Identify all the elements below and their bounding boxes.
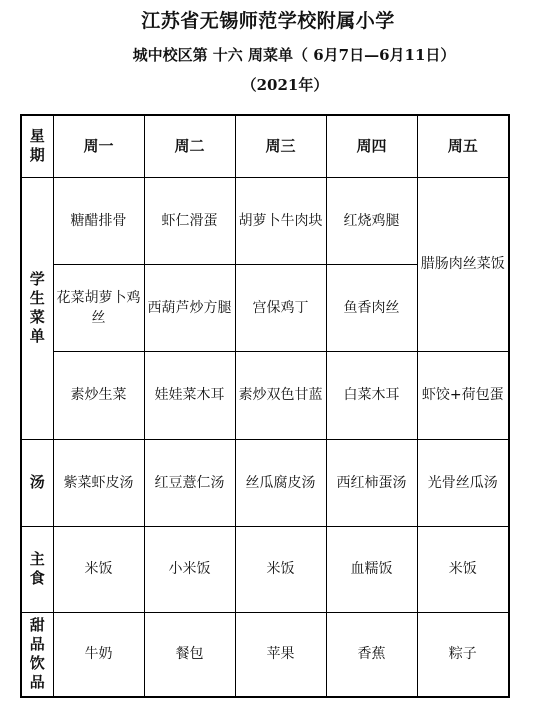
corner-label-cell [21,115,53,177]
student-menu-label-cell [21,177,53,439]
dish-cell: 西葫芦炒方腿 [144,264,235,351]
dessert-label-cell [21,612,53,697]
dish-cell: 鱼香肉丝 [326,264,417,351]
soup-cell: 西红柿蛋汤 [326,439,417,526]
dessert-cell: 香蕉 [326,612,417,697]
soup-label: 汤 [29,473,45,491]
week-subtitle: 城中校区第 十六 周菜单（ 6月7日—6月11日） [132,46,456,64]
day-header-fri: 周五 [417,115,509,177]
dish-cell: 虾仁滑蛋 [144,177,235,264]
staple-cell: 小米饭 [144,526,235,612]
day-header-thu: 周四 [326,115,417,177]
dish-cell: 白菜木耳 [326,351,417,439]
dessert-cell: 苹果 [235,612,326,697]
soup-row [21,439,509,526]
dish-cell: 宫保鸡丁 [235,264,326,351]
staple-cell: 血糯饭 [326,526,417,612]
soup-label-cell [21,439,53,526]
dish-cell: 胡萝卜牛肉块 [235,177,326,264]
soup-cell: 光骨丝瓜汤 [417,439,509,526]
dish-cell: 红烧鸡腿 [326,177,417,264]
staple-cell: 米饭 [53,526,144,612]
table-header-row [21,115,509,177]
staple-label: 主食 [29,550,45,587]
page-title: 江苏省无锡师范学校附属小学 [141,10,395,32]
dessert-cell: 牛奶 [53,612,144,697]
day-header-mon: 周一 [53,115,144,177]
dessert-label: 甜品饮品 [29,616,45,692]
dish-cell: 花菜胡萝卜鸡丝 [53,264,144,351]
staple-cell: 米饭 [235,526,326,612]
dessert-row [21,612,509,697]
dish-cell: 糖醋排骨 [53,177,144,264]
year-label: （2021年） [241,76,329,94]
dish-cell: 素炒双色甘蓝 [235,351,326,439]
weekly-menu-table [20,114,510,698]
student-menu-label: 学生菜单 [29,270,45,345]
staple-row [21,526,509,612]
dish-cell: 素炒生菜 [53,351,144,439]
soup-cell: 紫菜虾皮汤 [53,439,144,526]
dessert-cell: 粽子 [417,612,509,697]
friday-merged-dish-cell: 腊肠肉丝菜饭 [417,177,509,351]
dish-cell: 虾饺+荷包蛋 [417,351,509,439]
day-header-wed: 周三 [235,115,326,177]
staple-cell: 米饭 [417,526,509,612]
dessert-cell: 餐包 [144,612,235,697]
soup-cell: 红豆薏仁汤 [144,439,235,526]
table-row [21,351,509,439]
corner-label: 星期 [29,127,45,165]
dish-cell: 娃娃菜木耳 [144,351,235,439]
day-header-tue: 周二 [144,115,235,177]
soup-cell: 丝瓜腐皮汤 [235,439,326,526]
table-row [21,177,509,264]
staple-label-cell [21,526,53,612]
